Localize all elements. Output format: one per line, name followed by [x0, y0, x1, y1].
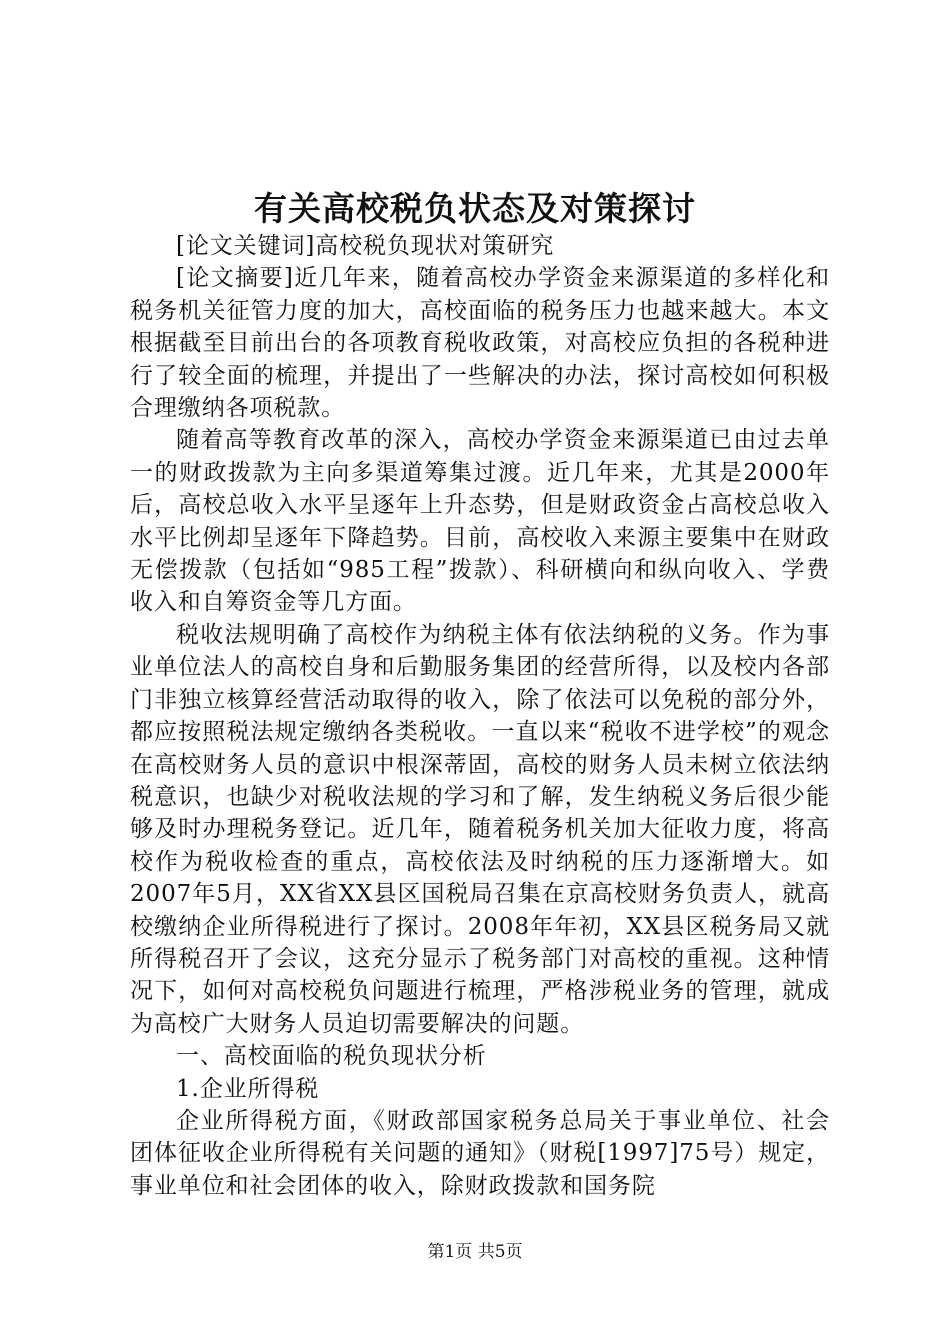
body-paragraph: 随着高等教育改革的深入，高校办学资金来源渠道已由过去单一的财政拨款为主向多渠道筹集过渡。近几年来，尤其是2000年后，高校总收入水平呈逐年上升态势，但是财政资金占高校总收入水平比例却呈逐年下降趋势。目前，高校收入来源主要集中在财政无偿拨款（包括如“985工程”拨款）、科研横向和纵向收入、学费收入和自筹资金等几方面。: [130, 427, 830, 616]
keywords-paragraph: [论文关键词]高校税负现状对策研究: [176, 233, 555, 259]
document-title: 有关高校税负状态及对策探讨: [254, 189, 696, 228]
section-heading: 一、高校面临的税负现状分析: [176, 1043, 487, 1070]
abstract-paragraph: [论文摘要]近几年来，随着高校办学资金来源渠道的多样化和税务机关征管力度的加大，高校面临的税务压力也越来越大。本文根据截至目前出台的各项教育税收政策，对高校应负担的各税种进行了较全面的梳理，并提出了一些解决的办法，探讨高校如何积极合理缴纳各项税款。: [130, 265, 830, 422]
page-footer: 第1页 共5页: [427, 1242, 523, 1262]
subsection-heading: 1.企业所得税: [176, 1075, 320, 1102]
body-paragraph: 税收法规明确了高校作为纳税主体有依法纳税的义务。作为事业单位法人的高校自身和后勤服务集团的经营所得，以及校内各部门非独立核算经营活动取得的收入，除了依法可以免税的部分外，都应按照税法规定缴纳各类税收。一直以来“税收不进学校”的观念在高校财务人员的意识中根深蒂固，高校的财务人员未树立依法纳税意识，也缺少对税收法规的学习和了解，发生纳税义务后很少能够及时办理税务登记。近几年，随着税务机关加大征收力度，将高校作为税收检查的重点，高校依法及时纳税的压力逐渐增大。如2007年5月，XX省XX县区国税局召集在京高校财务负责人，就高校缴纳企业所得税进行了探讨。2008年年初，XX县区税务局又就所得税召开了会议，这充分显示了税务部门对高校的重视。这种情况下，如何对高校税负问题进行梳理，严格涉税业务的管理，就成为高校广大财务人员迫切需要解决的问题。: [130, 621, 830, 1037]
body-paragraph: 企业所得税方面，《财政部国家税务总局关于事业单位、社会团体征收企业所得税有关问题的通知》（财税[1997]75号）规定，事业单位和社会团体的收入，除财政拨款和国务院: [130, 1107, 830, 1199]
document-body: [130, 230, 830, 1202]
